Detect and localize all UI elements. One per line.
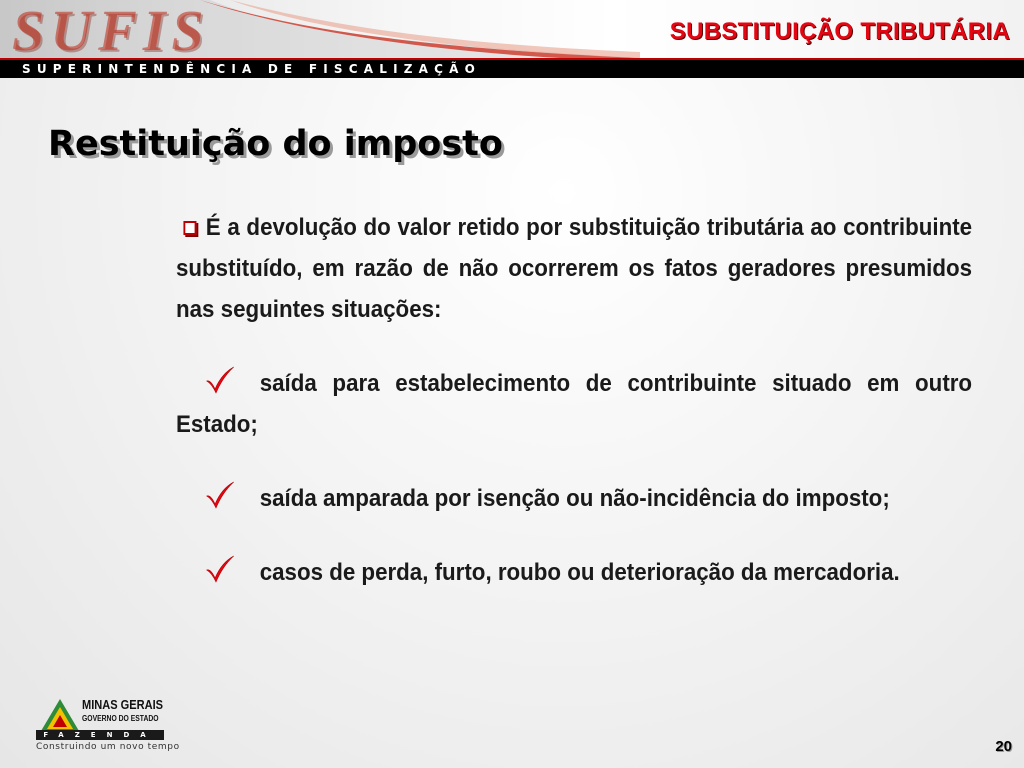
list-item — [176, 363, 972, 445]
slogan: Construindo um novo tempo — [36, 742, 180, 752]
triangle-logo-icon — [40, 698, 80, 732]
intro-paragraph — [176, 207, 972, 330]
checkmark-icon — [204, 480, 236, 510]
list-item — [176, 552, 972, 593]
page-number: 20 — [995, 738, 1012, 755]
square-bullet-icon — [183, 221, 196, 235]
minas-gerais-logo — [36, 694, 180, 756]
header-banner — [0, 0, 1024, 58]
list-item — [176, 478, 972, 519]
slide-content — [176, 207, 972, 626]
organization-bar — [0, 58, 1024, 78]
government-label: GOVERNO DO ESTADO — [82, 714, 159, 723]
slide-header — [0, 0, 1024, 78]
intro-text: É a devolução do valor retido por substituição tributária ao contribuinte substituído, em razão de não ocorrerem os fatos geradores presumidos nas seguintes situações: — [176, 214, 973, 323]
department-label: FAZENDA — [36, 730, 164, 740]
list-item-text: saída para estabelecimento de contribuinte situado em outro Estado; — [176, 370, 973, 438]
organization-name: SUPERINTENDÊNCIA DE FISCALIZAÇÃO — [22, 62, 482, 76]
list-item-text: casos de perda, furto, roubo ou deterioração da mercadoria. — [259, 559, 900, 586]
program-title: SUBSTITUIÇÃO TRIBUTÁRIA — [669, 18, 1010, 45]
checkmark-icon — [204, 554, 236, 584]
list-item-text: saída amparada por isenção ou não-incidência do imposto; — [259, 485, 890, 512]
checkmark-icon — [204, 365, 236, 395]
slide-title: Restituição do imposto — [48, 124, 503, 164]
sufis-logo: SUFIS — [12, 0, 210, 58]
state-name: MINAS GERAIS — [82, 697, 164, 712]
